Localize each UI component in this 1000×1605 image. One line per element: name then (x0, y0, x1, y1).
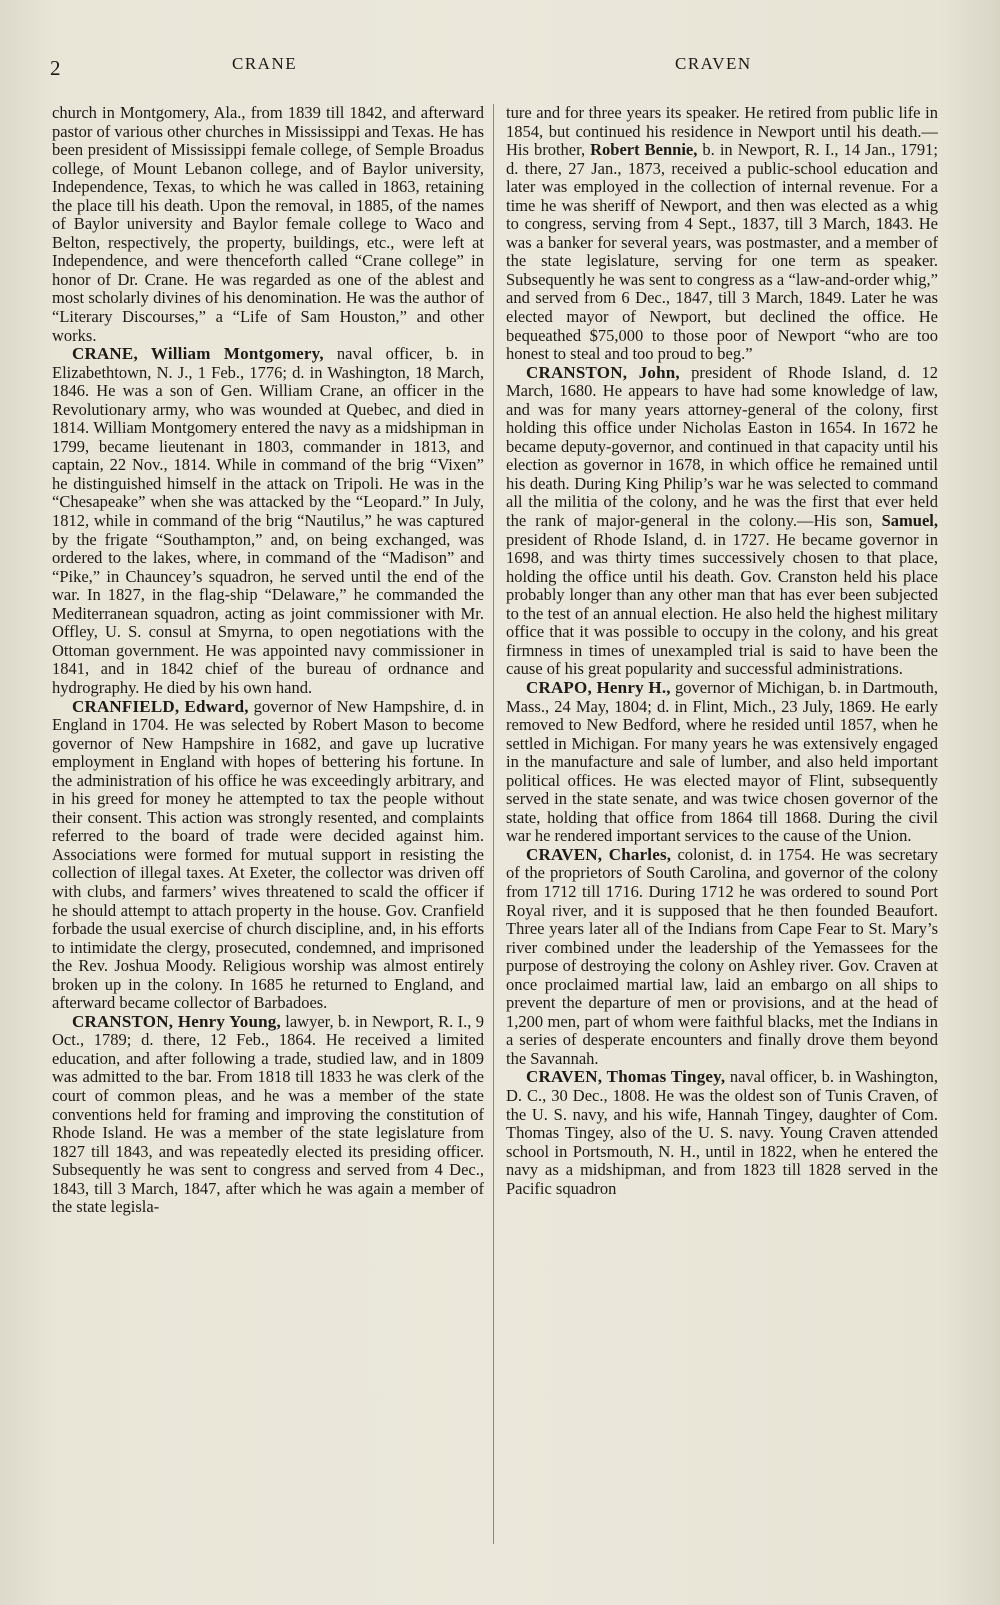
entry-cranston-continued (506, 104, 938, 364)
entry-crapo-henry (506, 679, 938, 846)
entry-heading: CRANSTON, Henry Young, (72, 1011, 281, 1031)
right-column (506, 104, 938, 1544)
inline-name-samuel: Samuel, (881, 511, 938, 531)
entry-text: lawyer, b. in Newport, R. I., 9 Oct., 1789; d. there, 12 Feb., 1864. He received a limited education, and after following a trade, studied law, and in 1809 was admitted to the bar. From 1818 till 1833 he was clerk of the court of common pleas, and he was a member of the state conventions held for framing and improving the constitution of Rhode Island. He was a member of the state legislature from 1827 till 1843, and was repeatedly elected its presiding officer. Subsequently he was sent to congress and served from 4 Dec., 1843, till 3 March, 1847, after which he was again a member of the state legisla- (52, 1011, 484, 1217)
inline-name-robert-bennie: Robert Bennie, (590, 140, 698, 160)
entry-text: naval officer, b. in Washington, D. C., 30 Dec., 1808. He was the oldest son of Tunis Craven, of the U. S. navy, and his wife, Hannah Tingey, daughter of Com. Thomas Tingey, also of the U. S. navy. Young Craven attended school in Portsmouth, N. H., until in 1822, when he entered the navy as a midshipman, and from 1823 till 1828 served in the Pacific squadron (506, 1067, 938, 1198)
running-head-right: CRAVEN (675, 54, 752, 73)
entry-crane-william-montgomery (52, 345, 484, 697)
entry-cranston-john (506, 364, 938, 679)
column-divider (493, 104, 494, 1544)
entry-text: ture and for three years its speaker. He retired from public life in 1854, but continued his residence in Newport until his death.—His brother, (506, 104, 938, 160)
running-head-left: CRANE (232, 54, 298, 73)
entry-heading: CRAPO, Henry H., (526, 677, 671, 697)
entry-text: governor of New Hampshire, d. in England in 1704. He was selected by Robert Mason to become governor of New Hampshire in 1682, and gave up lucrative employment in England with hopes of bettering his fortune. In the administration of his office he was exceedingly arbitrary, and in his greed for money he attempted to tax the people without their consent. This action was strongly resented, and complaints referred to the board of trade were decided against him. Associations were formed for mutual support in resisting the collection of illegal taxes. At Exeter, the collector was driven off with clubs, and farmers’ wives threatened to scald the officer if he should attempt to attach property in the house. Gov. Cranfield forbade the usual exercise of church discipline, and, in his efforts to intimidate the clergy, prosecuted, condemned, and imprisoned the Rev. Joshua Moody. Religious worship was almost entirely broken up in the colony. In 1685 he returned to England, and afterward became collector of Barbadoes. (52, 696, 484, 1013)
entry-cranston-henry-young (52, 1013, 484, 1217)
entry-text: governor of Michigan, b. in Dartmouth, Mass., 24 May, 1804; d. in Flint, Mich., 23 July, 1869. He early removed to New Bedford, where he resided until 1857, when he settled in Michigan. For many years he was extensively engaged in the manufacture and sale of lumber, and also held important political offices. He was elected mayor of Flint, subsequently served in the state senate, and was twice chosen governor of the state, holding that office from 1864 till 1868. During the civil war he rendered important services to the cause of the Union. (506, 677, 938, 846)
entry-craven-thomas-tingey (506, 1068, 938, 1198)
entry-craven-charles (506, 846, 938, 1069)
entry-text: naval officer, b. in Elizabethtown, N. J., 1 Feb., 1776; d. in Washington, 18 March, 1846. He was a son of Gen. William Crane, an officer in the Revolutionary army, who was wounded at Quebec, and died in 1814. William Montgomery entered the navy as a midshipman in 1799, became lieutenant in 1803, commander in 1813, and captain, 22 Nov., 1814. While in command of the brig “Vixen” he distinguished himself in the attack on Tripoli. He was in the “Chesapeake” when she was attacked by the “Leopard.” In July, 1812, while in command of the brig “Nautilus,” he was captured by the frigate “Southampton,” and, on being exchanged, was ordered to the lakes, where, in command of the “Madison” and “Pike,” in Chauncey’s squadron, he served until the end of the war. In 1827, in the flag-ship “Delaware,” he commanded the Mediterranean squadron, acting as joint commissioner with Mr. Offley, U. S. consul at Smyrna, to open negotiations with the Ottoman government. He was appointed navy commissioner in 1841, and in 1842 chief of the bureau of ordnance and hydrography. He died by his own hand. (52, 344, 484, 697)
entry-text: church in Montgomery, Ala., from 1839 till 1842, and afterward pastor of various other churches in Mississippi and Texas. He has been president of Mississippi female college, of Semple Broadus college, of Mount Lebanon college, and of Baylor university, Independence, Texas, to which he was called in 1863, retaining the place till his death. Upon the removal, in 1885, of the names of Baylor university and Baylor female college to Waco and Belton, respectively, the property, buildings, etc., were left at Independence, and were thenceforth called “Crane college” in honor of Dr. Crane. He was regarded as one of the ablest and most scholarly divines of his denomination. He was the author of “Literary Discourses,” a “Life of Sam Houston,” and other works. (52, 104, 484, 345)
left-column (52, 104, 484, 1544)
entry-heading: CRANE, William Montgomery, (72, 344, 324, 364)
entry-heading: CRAVEN, Thomas Tingey, (526, 1067, 726, 1087)
entry-heading: CRANFIELD, Edward, (72, 696, 249, 716)
entry-crane-continued (52, 104, 484, 345)
entry-text: colonist, d. in 1754. He was secretary of the proprietors of South Carolina, and governor of the colony from 1712 till 1716. During 1712 he was ordered to sound Port Royal river, and it is supposed that he then founded Beaufort. Three years later all of the Indians from Cape Fear to St. Mary’s river combined under the leadership of the Yemassees for the purpose of destroying the colony on Ashley river. Gov. Craven at once proclaimed martial law, laid an embargo on all ships to prevent the departure of men or provisions, and at the head of 1,200 men, part of whom were faithful blacks, met the Indians in a series of desperate encounters and finally drove them beyond the Savannah. (506, 844, 938, 1068)
entry-heading: CRANSTON, John, (526, 362, 680, 382)
entry-text: b. in Newport, R. I., 14 Jan., 1791; d. there, 27 Jan., 1873, received a public-school education and later was employed in the collection of internal revenue. For a time he was sheriff of Newport, and then was elected as a whig to congress, serving from 4 Sept., 1837, till 3 March, 1843. He was a banker for several years, was postmaster, and a member of the state legislature, serving for one term as speaker. Subsequently he was sent to congress as a “law-and-order whig,” and served from 6 Dec., 1847, till 3 March, 1849. Later he was elected mayor of Newport, but declined the office. He bequeathed $75,000 to those poor of Newport “who are too honest to steal and too proud to beg.” (506, 140, 938, 364)
page-header (0, 52, 1000, 82)
entry-heading: CRAVEN, Charles, (526, 844, 672, 864)
entry-text: president of Rhode Island, d. in 1727. He became governor in 1698, and was thirty times successively chosen to that place, holding the office until his death. Gov. Cranston held his place probably longer than any other man that has ever been subjected to the test of an annual election. He also held the highest military office that it was possible to occupy in the colony, and his great firmness in times of unexampled trial is said to have been the cause of his great popularity and successful administrations. (506, 529, 938, 679)
entry-text: president of Rhode Island, d. 12 March, 1680. He appears to have had some knowledge of law, and was for many years attorney-general of the colony, first holding this office under Nicholas Easton in 1654. In 1672 he became deputy-governor, and continued in that capacity until his election as governor in 1678, in which office he remained until his death. During King Philip’s war he was selected to command all the militia of the colony, and he was the first that ever held the rank of major-general in the colony.—His son, (506, 362, 938, 531)
entry-cranfield-edward (52, 698, 484, 1013)
page-number: 2 (50, 56, 61, 80)
